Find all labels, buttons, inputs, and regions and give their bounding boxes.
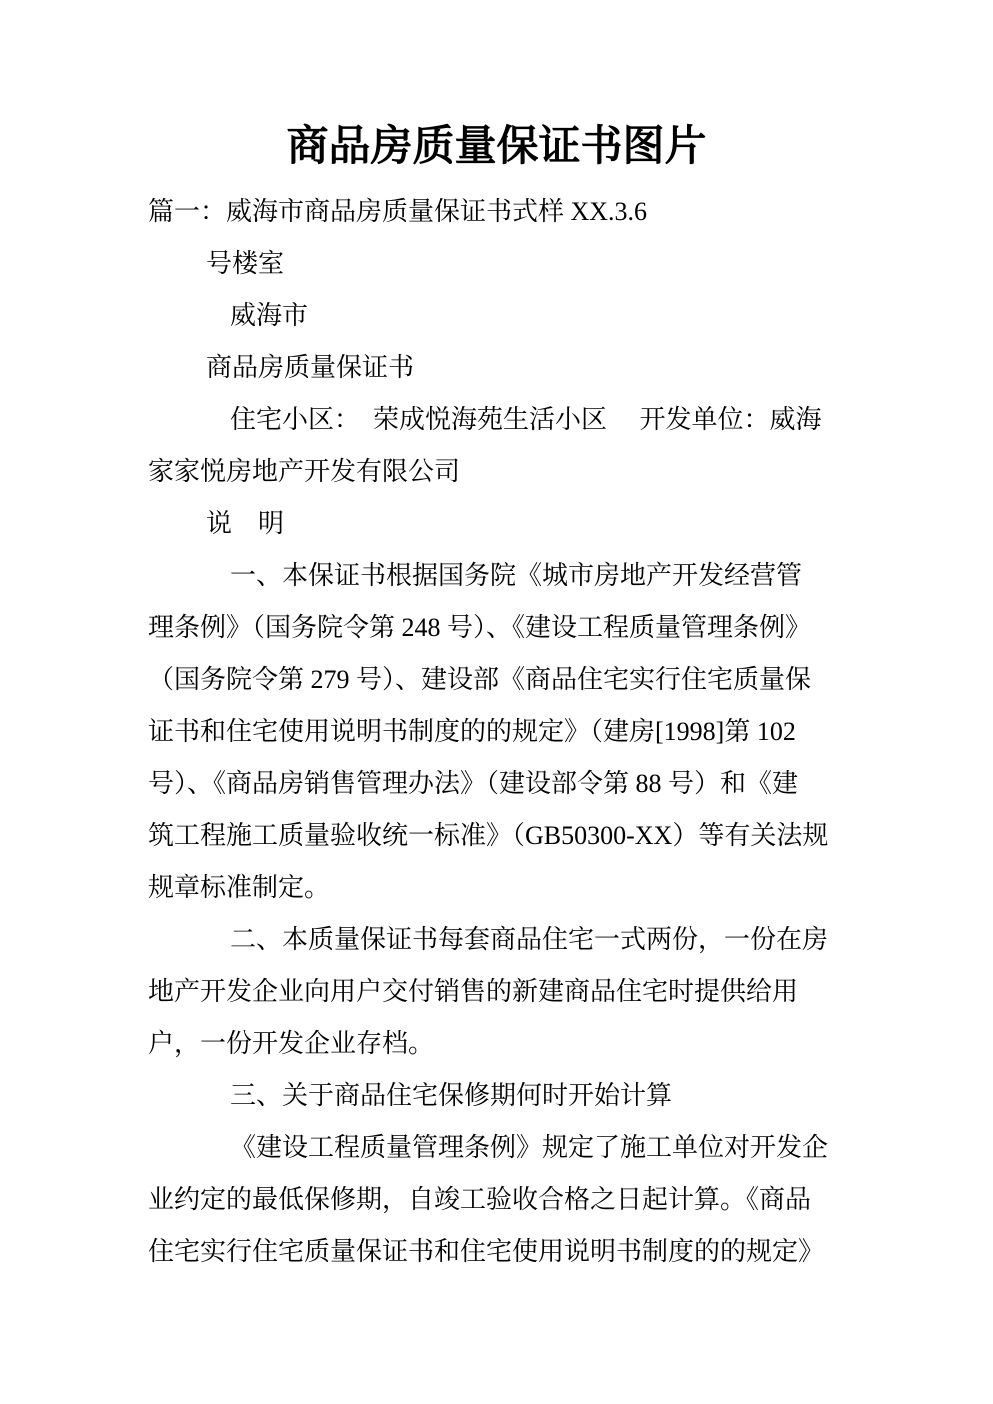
document-line: 住宅小区： 荣成悦海苑生活小区 开发单位：威海 (230, 405, 822, 434)
document-line: 理条例》（国务院令第 248 号）、《建设工程质量管理条例》 (148, 613, 812, 642)
document-line: （国务院令第 279 号）、建设部《商品住宅实行住宅质量保 (148, 665, 812, 694)
document-line: 家家悦房地产开发有限公司 (148, 457, 461, 486)
document-line: 住宅实行住宅质量保证书和住宅使用说明书制度的的规定》 (148, 1237, 825, 1266)
document-line: 说 明 (206, 509, 285, 538)
document-line: 威海市 (230, 301, 309, 330)
document-line: 证书和住宅使用说明书制度的的规定》（建房[1998]第 102 (148, 717, 796, 746)
document-line: 一、本保证书根据国务院《城市房地产开发经营管 (230, 561, 803, 590)
document-line: 号楼室 (206, 249, 285, 278)
document-line: 户，一份开发企业存档。 (148, 1029, 435, 1058)
document-line: 《建设工程质量管理条例》规定了施工单位对开发企 (230, 1133, 829, 1162)
document-body (0, 176, 993, 1278)
document-title: 商品房质量保证书图片 (286, 124, 707, 170)
document-line: 号）、《商品房销售管理办法》（建设部令第 88 号）和《建 (148, 769, 799, 798)
document-line: 商品房质量保证书 (206, 353, 415, 382)
document-line: 筑工程施工质量验收统一标准》（GB50300-XX）等有关法规 (148, 821, 829, 850)
document-line: 二、本质量保证书每套商品住宅一式两份，一份在房 (230, 925, 829, 954)
document-line: 篇一：威海市商品房质量保证书式样 XX.3.6 (148, 197, 648, 226)
document-line: 地产开发企业向用户交付销售的新建商品住宅时提供给用 (148, 977, 799, 1006)
document-line: 业约定的最低保修期，自竣工验收合格之日起计算。《商品 (148, 1185, 812, 1214)
document-line: 规章标准制定。 (148, 873, 331, 902)
document-line: 三、关于商品住宅保修期何时开始计算 (230, 1081, 673, 1110)
